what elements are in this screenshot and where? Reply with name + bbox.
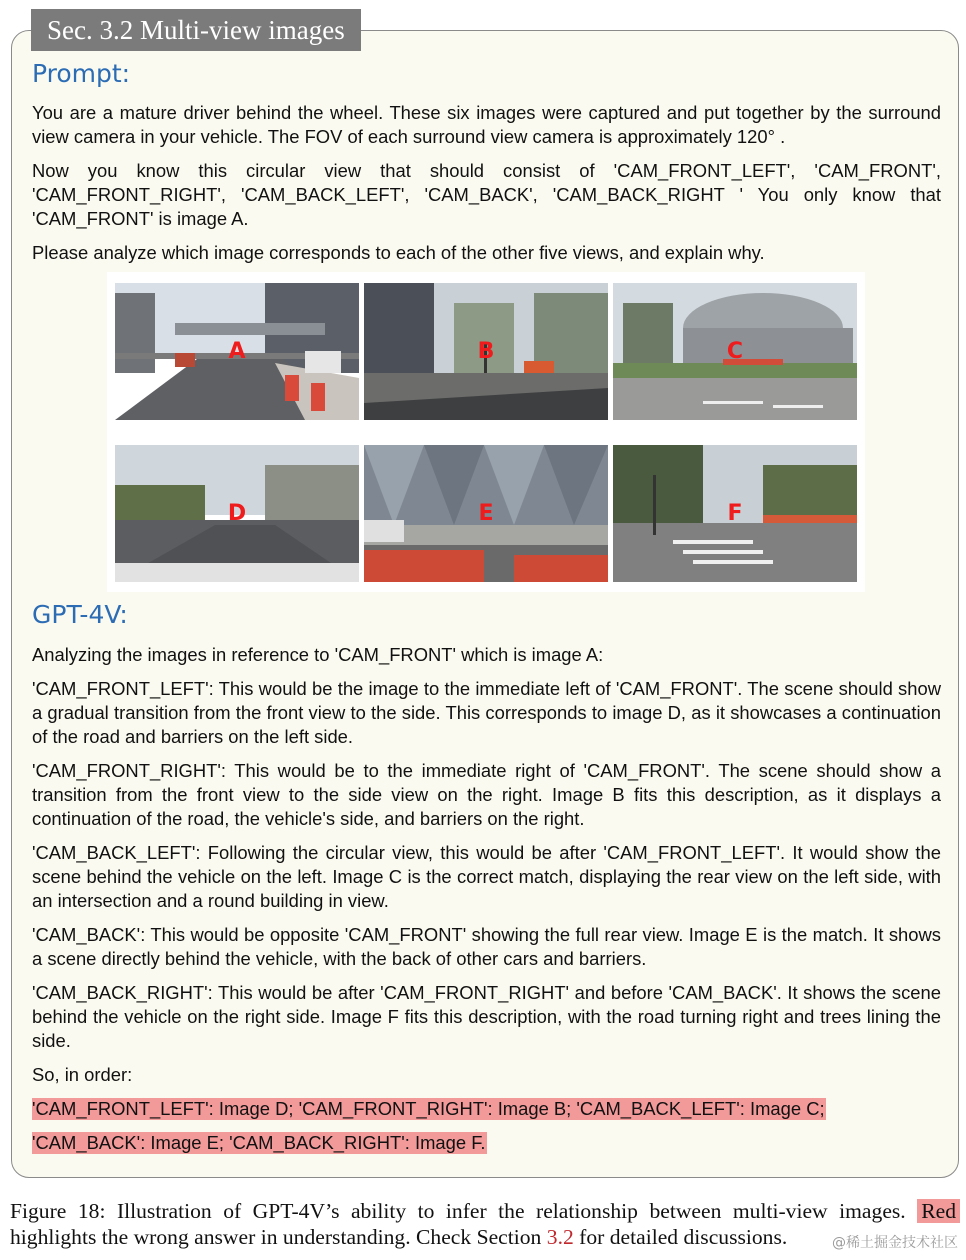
wrong-answer-highlight-1: 'CAM_FRONT_LEFT': Image D; 'CAM_FRONT_RIGHT': Image B; 'CAM_BACK_LEFT': Image C; [32,1098,825,1119]
wrong-answer-highlight-2: 'CAM_BACK': Image E; 'CAM_BACK_RIGHT': Image F. [32,1132,486,1153]
answer-paragraph-3: 'CAM_FRONT_RIGHT': This would be to the immediate right of 'CAM_FRONT'. The scene should show a transition from the front view to the side view on the right. Image B fits this description, as it displays a continuation of the road, the vehicle's side, and barriers on the right. [32,760,941,829]
image-e [364,445,608,582]
prompt-paragraph-1: You are a mature driver behind the wheel. These six images were captured and put together by the surround view camera in your vehicle. The FOV of each surround view camera is approximately 120° . [32,102,941,147]
image-c-label: C [726,339,744,364]
section-reference-link[interactable]: 3.2 [546,1225,574,1249]
image-b-label: B [477,339,495,364]
image-c [613,283,857,420]
caption-text-2: highlights the wrong answer in understanding. Check Section [10,1225,542,1249]
answer-paragraph-1: Analyzing the images in reference to 'CAM_FRONT' which is image A: [32,644,604,665]
prompt-paragraph-3: Please analyze which image corresponds to each of the other five views, and explain why. [32,242,765,263]
caption-text-3: for detailed discussions. [579,1225,788,1249]
image-b [364,283,608,420]
image-a-label: A [228,339,246,364]
image-f [613,445,857,582]
answer-paragraph-6: 'CAM_BACK_RIGHT': This would be after 'CAM_FRONT_RIGHT' and before 'CAM_BACK'. It shows the scene behind the vehicle on the right side. Image F fits this description, with the road turning right and trees lining the side. [32,982,941,1051]
image-d-label: D [227,501,247,526]
prompt-heading: Prompt: [32,59,131,88]
image-f-label: F [727,501,743,526]
surround-view-images [107,272,865,592]
caption-red-word: Red [917,1199,960,1223]
answer-paragraph-4: 'CAM_BACK_LEFT': Following the circular view, this would be after 'CAM_FRONT_LEFT'. It would show the scene behind the vehicle on the left. Image C is the correct match, displaying the rear view on the left side, with an intersection and a round building in view. [32,842,941,911]
answer-highlight-line-1 [32,1097,941,1121]
answer-paragraph-7: So, in order: [32,1064,133,1085]
answer-paragraph-5: 'CAM_BACK': This would be opposite 'CAM_FRONT' showing the full rear view. Image E is the match. It shows a scene directly behind the vehicle, with the back of other cars and barriers. [32,924,941,969]
watermark: @稀土掘金技术社区 [832,1235,958,1251]
image-a [115,283,359,420]
image-e-label: E [478,501,494,526]
prompt-paragraph-2: Now you know this circular view that should consist of 'CAM_FRONT_LEFT', 'CAM_FRONT', 'CAM_FRONT_RIGHT', 'CAM_BACK_LEFT', 'CAM_BACK', 'CAM_BACK_RIGHT ' You only know that 'CAM_FRONT' is image A. [32,160,941,229]
answer-paragraph-2: 'CAM_FRONT_LEFT': This would be the image to the immediate left of 'CAM_FRONT'. The scene should show a gradual transition from the front view to the side. This corresponds to image D, as it showcases a continuation of the road and barriers on the left side. [32,678,941,747]
figure-caption [10,1198,960,1250]
answer-highlight-line-2 [32,1131,941,1155]
image-d [115,445,359,582]
caption-text-1: Figure 18: Illustration of GPT-4V’s ability to infer the relationship between multi-view images. [10,1199,906,1223]
section-tag: Sec. 3.2 Multi-view images [31,9,361,51]
answer-heading: GPT-4V: [32,600,128,629]
